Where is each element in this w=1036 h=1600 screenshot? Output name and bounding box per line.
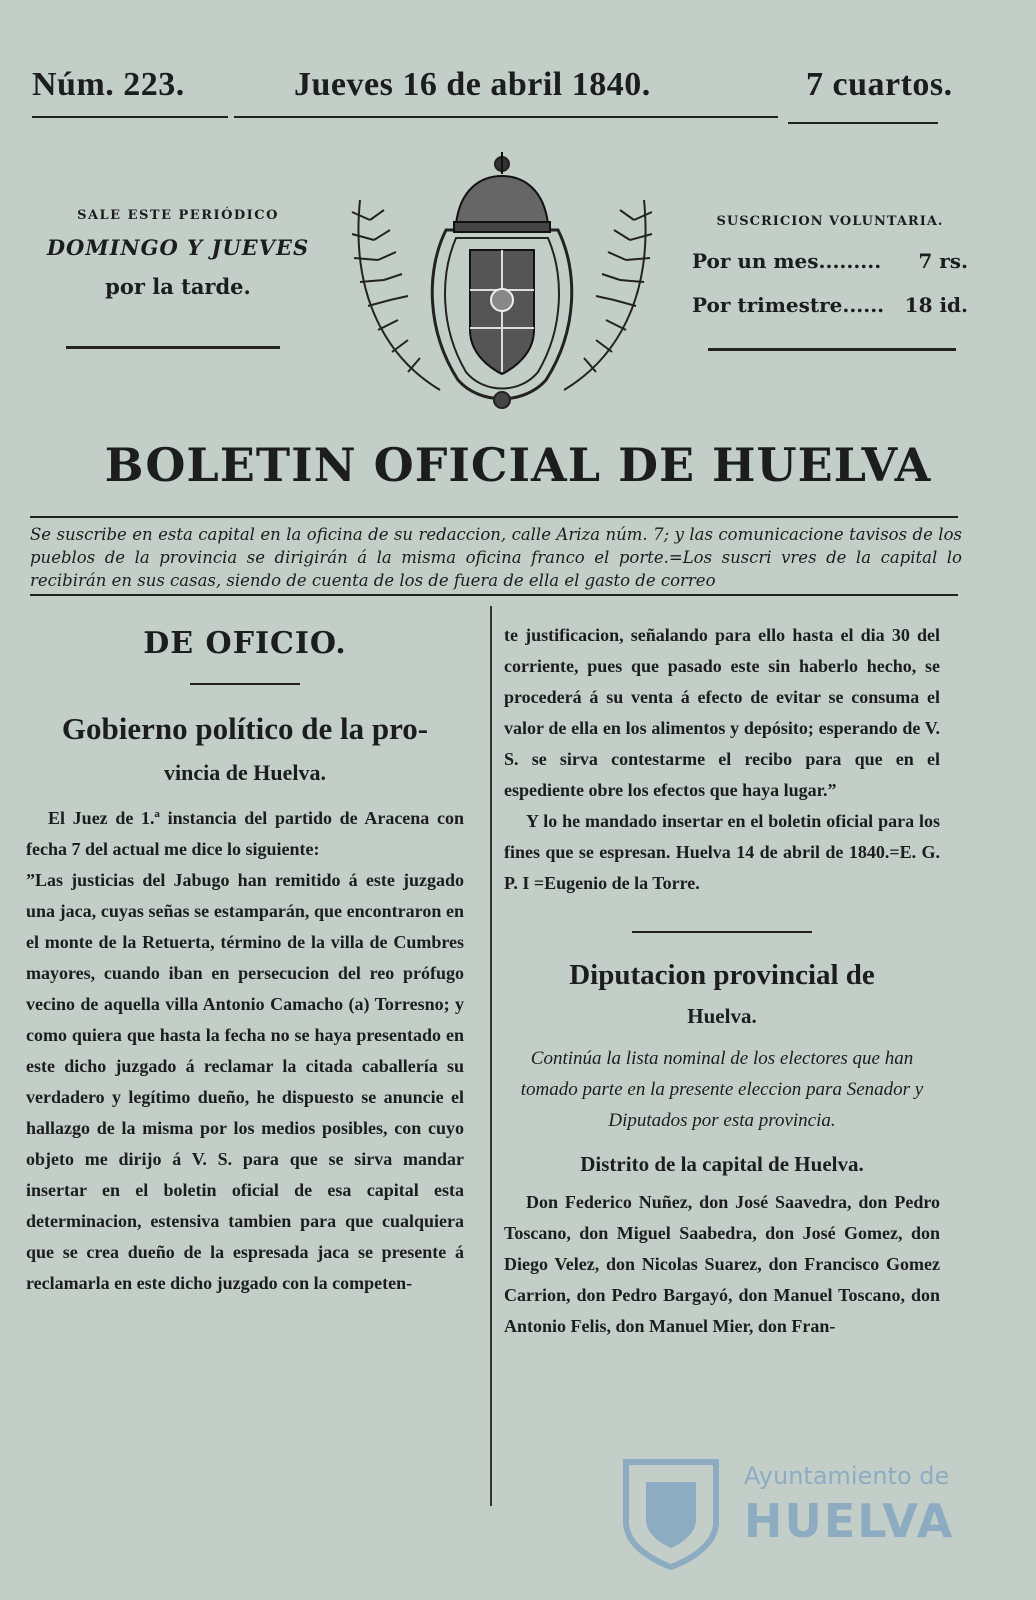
subscription-month-value: 7 rs. — [918, 249, 968, 273]
article-title: Gobierno político de la pro- — [61, 711, 429, 746]
electors-names: Don Federico Nuñez, don José Saavedra, don Pedro Toscano, don Miguel Saabedra, don José Gomez, don Diego Velez, don Nicolas Suarez, don Francisco Gomez Carrion, don Pedro Bargayó, don Manuel Toscano, don Antonio Felis, don Manuel Mier, don Fran- — [504, 1192, 940, 1336]
column-divider — [490, 606, 492, 1506]
city-shield-icon — [616, 1452, 726, 1572]
publication-schedule — [28, 208, 328, 299]
diputacion-title: Diputacion provincial de — [569, 959, 875, 991]
subscription-quarter-row — [692, 293, 968, 317]
district-heading: Distrito de la capital de Huelva. — [580, 1152, 864, 1176]
schedule-line3: por la tarde. — [105, 274, 251, 299]
right-column — [504, 620, 940, 1342]
issue-price: 7 cuartos. — [806, 66, 953, 103]
subscription-month-row — [692, 249, 968, 273]
article-paragraph-3: te justificacion, señalando para ello hasta el dia 30 del corriente, pues que pasado este sin haberlo hecho, se procederá á su venta á efecto de evitar se consuma el valor de ella en los alimentos y depósito; esperando de V. S. se sirva contestarme el recibo para que en el espediente obre los efectos que haya lugar.” — [504, 625, 940, 800]
subscription-quarter-label: Por trimestre...... — [692, 293, 885, 317]
masthead-title: BOLETIN OFICIAL DE HUELVA — [104, 438, 932, 492]
subscription-heading: SUSCRICION VOLUNTARIA. — [716, 214, 944, 229]
right-info-rule — [708, 348, 956, 351]
watermark-line2: HUELVA — [744, 1494, 955, 1548]
header-rule-left — [32, 116, 228, 118]
issue-date: Jueves 16 de abril 1840. — [294, 66, 651, 103]
electors-intro: Continúa la lista nominal de los electores que han tomado parte en la presente eleccion para Senador y Diputados por esta provincia. — [520, 1048, 924, 1131]
article-paragraph-1: El Juez de 1.ª instancia del partido de Aracena con fecha 7 del actual me dice lo siguiente: — [26, 808, 464, 859]
article-paragraph-4: Y lo he mandado insertar en el boletin oficial para los fines que se espresan. Huelva 14 de abril de 1840.=E. G. P. I =Eugenio de la Torre. — [504, 811, 940, 893]
subscription-quarter-value: 18 id. — [904, 293, 968, 317]
section-heading: DE OFICIO. — [143, 626, 347, 661]
left-info-rule — [66, 346, 280, 349]
subscription-month-label: Por un mes......... — [692, 249, 882, 273]
subscription-rule — [30, 594, 958, 596]
archive-watermark — [616, 1452, 956, 1572]
coat-of-arms-icon — [330, 150, 674, 420]
article-paragraph-2: ”Las justicias del Jabugo han remitido á este juzgado una jaca, cuyas señas se estamparán, que encontraron en el monte de la Retuerta, término de la villa de Cumbres mayores, cuando iban en persecucion del reo prófugo vecino de aquella villa Antonio Camacho (a) Torresno; y como quiera que hasta la fecha no se haya presentado en este dicho juzgado á reclamar la citada caballería su verdadero y legítimo dueño, he dispuesto se anuncie el hallazgo de la misma por los medios posibles, con cuyo objeto me dirijo á V. S. para que se sirva mandar insertar en el boletin oficial de esa capital esta determinacion, estensiva tambien para que cualquiera que se crea dueño de la espresada jaca se presente á reclamarla en este dicho juzgado con la competen- — [26, 870, 464, 1293]
issue-number: Núm. 223. — [32, 66, 185, 103]
watermark-line1: Ayuntamiento de — [744, 1462, 950, 1490]
masthead-rule — [30, 516, 958, 518]
article-title-cont: vincia de Huelva. — [164, 760, 326, 785]
left-column — [26, 620, 464, 1299]
article-separator — [632, 931, 812, 933]
section-rule — [190, 683, 300, 685]
header-rule-right — [788, 122, 938, 124]
header-rule-center — [234, 116, 778, 118]
subscription-info — [692, 214, 968, 317]
diputacion-title-cont: Huelva. — [687, 1004, 757, 1028]
schedule-line1: SALE ESTE PERIÓDICO — [77, 208, 279, 223]
subscription-note: Se suscribe en esta capital en la oficina de su redaccion, calle Ariza núm. 7; y las comunicacione tavisos de los pueblos de la provincia se dirigirán á la misma oficina franco el porte.=Los suscri vres de la capital lo recibirán en sus casas, siendo de cuenta de los de fuera de ella el gasto de correo — [30, 525, 962, 590]
schedule-line2: DOMINGO Y JUEVES — [46, 235, 310, 260]
